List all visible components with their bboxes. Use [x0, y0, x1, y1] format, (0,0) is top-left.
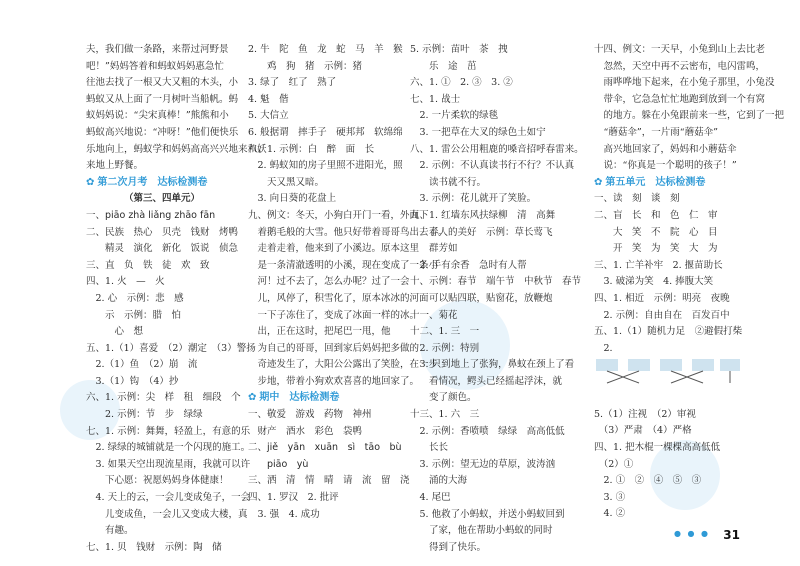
answer-line: 八、1. 雷公公用粗鹿的嗓音招呼春雷来。 [410, 143, 584, 155]
answer-line: 九、1. 红墙东风扶绿柳 清 高舞 [410, 209, 556, 221]
answer-line: 读书就不行。 [410, 176, 487, 188]
answer-line: 春人的美好 示例：草长莺飞 [410, 226, 553, 238]
answer-line: 3. 示例：望无边的草原，波涛汹 [410, 458, 556, 470]
answer-line: 七、1. 战士 [410, 93, 461, 105]
answer-line: 三、洒 清 情 晴 请 流 留 浇 [248, 475, 410, 487]
answer-line: 2. 手有余香 急时有人帮 [410, 259, 527, 271]
essay-line: 往池去找了一根又大又粗的木头，小 [86, 77, 239, 89]
answer-line: 可以贴四联，贴窗花，放鞭炮 [410, 292, 553, 304]
answer-line: 乐 途 茁 [410, 60, 477, 72]
answer-line: 群芳如 [410, 243, 458, 255]
answer-line: 天又黑又暗。 [248, 176, 325, 188]
answer-line: 财产 酒水 彩色 袋鸭 [248, 425, 363, 437]
answer-line: 长长 [410, 442, 449, 454]
answer-line: 看情况，鳄头已经摇起浮沫，就 [410, 375, 563, 387]
answer-line: 河！过不去了，怎么办呢？过了一会 [248, 276, 410, 288]
matching-lines-icon [594, 357, 744, 387]
answer-line: 儿变成鱼，一会儿又变成大楼，真 [86, 508, 248, 520]
answer-line: 带伞，它急急忙忙地跑到放到一个有窝 [594, 93, 766, 105]
answer-line: 示 示例：腊 怕 [86, 309, 182, 321]
answer-line: 是一条清澈透明的小溪，现在变成了一条小 [248, 259, 439, 271]
answer-line: 2. 蚂蚁知的房子里照不进阳光，照 [248, 160, 403, 172]
answer-line: 走着走着，他来到了小溪边。原本这里 [248, 243, 420, 255]
answer-line: 4. ② [594, 508, 626, 520]
answer-line: 大 笑 不 院 心 目 [594, 226, 718, 238]
answer-line: 三、1. 亡羊补牢 2. 揠苗助长 [594, 259, 723, 271]
answer-line: 说：“你真是一个聪明的孩子！” [594, 160, 737, 172]
answer-line: 3. ③ [594, 491, 626, 503]
essay-line: 夫，我们做一条路，来帮过河野景 [86, 44, 229, 55]
answer-line: 得到了快乐。 [410, 541, 487, 553]
answer-line: 十四、例文：一天早，小兔到山上去比老 [594, 44, 766, 55]
answer-line: 4. 天上的云，一会儿变成兔子，一会 [86, 492, 251, 504]
answer-line: 一、piāo zhà liǎng zhāo fān [86, 209, 216, 221]
answer-line: 下心愿：祝愿妈妈身体健康！ [86, 475, 229, 487]
answer-line: piāo yù [248, 458, 309, 470]
answer-line: 八、1. 示例：白 醉 面 长 [248, 143, 375, 155]
answer-line: 一、读 刻 谈 刻 [594, 193, 680, 205]
answer-line: 四、1. 相近 示例：明亮 夜晚 [594, 292, 730, 304]
answer-line: 2. ① ② ④ ⑤ ③ [594, 475, 702, 487]
essay-line: 蚂蚁高兴地说：“冲呀！”他们便快乐 [86, 126, 239, 138]
answer-column-3 [410, 42, 585, 556]
section-title: 期中 达标检测卷 [259, 392, 340, 404]
answer-line: 九、例文：冬天，小狗白开门一看，外面下 [248, 209, 429, 221]
answer-line: 四、1. 火 — 火 [86, 276, 165, 288]
answer-line: 五、1.（1）喜爱 （2）潮定 （3）警扬 [86, 342, 256, 354]
essay-line: 吧！”妈妈答着和蚂蚁妈妈惠急忙 [86, 60, 224, 72]
answer-line: 5.（1）注视 （2）审视 [594, 408, 696, 420]
answer-line: 心 想 [86, 326, 144, 338]
answer-line: 5. 示例：苗叶 茶 拽 [410, 44, 508, 55]
answer-line: 十、示例：春节 端午节 中秋节 春节 [410, 276, 582, 288]
answer-line: 五、1.（1）随机力足 ②避假打柴 [594, 326, 743, 338]
answer-line: 5. 大信立 [248, 110, 289, 122]
answer-line: 精灵 演化 新化 饭说 侦急 [86, 243, 239, 255]
answer-line: 为自己的哥哥，回到家后妈妈把多做的 [248, 342, 420, 354]
answer-line: 四、1. 把木棍一棵棵高高低低 [594, 442, 721, 454]
answer-line: 2. 心 示例：悲 感 [86, 292, 184, 304]
answer-line: 七、1. 示例：舞舞，轻盈上，有意的乐 [86, 425, 251, 437]
answer-line: 高兴地回家了，妈妈和小蘑菇伞 [594, 143, 737, 155]
answer-line [594, 390, 766, 407]
answer-line: 3.（1）钩 （4）抄 [86, 375, 179, 387]
answer-line: 2. 示例：不认真读书行不行？不认真 [410, 160, 575, 172]
section-title: 第二次月考 达标检测卷 [97, 176, 208, 188]
answer-column-1 [86, 42, 267, 556]
section-subtitle: （第三、四单元） [123, 193, 200, 205]
answer-column-4 [594, 42, 785, 523]
answer-line: 2.（1）鱼 （2）崩 流 [86, 359, 198, 371]
answer-line: 3. 绿了 红了 熟了 [248, 77, 337, 89]
answer-line: 3. 如果天空出现流星雨，我就可以许 [86, 458, 251, 470]
answer-line: 2. 牛 陀 鱼 龙 蛇 马 羊 猴 [248, 44, 403, 55]
answer-line: 奇迹发生了，大阳公公露出了笑脸，在一步 [248, 359, 439, 371]
answer-line: 3. 破涕为笑 4. 捧腹大笑 [594, 276, 714, 288]
answer-line: 三、直 负 铁 徒 欢 致 [86, 259, 210, 271]
answer-line: 2. 绿绿的城铺就是一个闪现的施工。 [86, 442, 251, 454]
answer-line: 鸡 狗 猪 示例：猪 [248, 60, 363, 72]
answer-line: 开 笑 为 笑 大 为 [594, 243, 718, 255]
answer-line: 2. 示例：自由自在 百发百中 [594, 309, 730, 321]
answer-line: 了家，他在帮助小蚂蚁的同时 [410, 525, 553, 537]
star-icon: ✿ [248, 392, 257, 404]
answer-line: 变了颜色。 [410, 392, 477, 404]
answer-line: 2. 示例：特别 [410, 342, 480, 354]
star-icon: ✿ [594, 176, 603, 188]
answer-line: 3. 一把草在大叉的绿色土如宁 [410, 126, 546, 138]
answer-line: 着鹅毛般的大雪。他只好带着哥哥鸟出去了。 [248, 226, 448, 238]
answer-line: 6. 般据谓 摔手子 硬邦邦 软绵绵 [248, 126, 403, 138]
answer-line: 一下子冻住了，变成了冰面一样的冰。 [248, 309, 420, 321]
section-heading [86, 175, 238, 192]
answer-line: 2. [594, 342, 613, 354]
answer-line: 4. 尾巴 [410, 492, 451, 504]
answer-line: 涌的大海 [410, 475, 468, 487]
answer-line: 忽然，天空中再不云密布，电闪雷鸣， [594, 60, 766, 72]
answer-line: （2）① [594, 458, 634, 470]
essay-line: 乐地向上，蚂蚁学和妈妈高高兴兴地来和妖 [86, 143, 267, 155]
answer-line: 二、盲 长 和 色 仁 审 [594, 209, 718, 221]
answer-line: 四、1. 罗汉 2. 批评 [248, 492, 339, 504]
answer-line: 4. 魁 偕 [248, 93, 289, 105]
answer-line: 3. 强 4. 成功 [248, 508, 320, 520]
answer-line: 出，正在这时，把尾巴一甩，他 [248, 326, 391, 338]
essay-line: 来地上野餐。 [86, 160, 144, 172]
section-title: 第五单元 达标检测卷 [605, 176, 706, 188]
answer-line: 3. 示例：花儿就开了笑脸。 [410, 193, 537, 205]
answer-line: 3. 只到地上了张狗，鼻蚊在颈上了看 [410, 359, 575, 371]
page-number: 31 [723, 528, 740, 542]
essay-line: 蚁妈妈说：“尖宋真棒！”熊熊和小 [86, 110, 229, 122]
answer-line: 二、民族 热心 贝壳 钱财 烤鸭 [86, 226, 239, 238]
answer-line: 2. 示例：香喷喷 绿绿 高高低低 [410, 425, 565, 437]
answer-line: 六、1. 示例：尖 样 租 细段 个 [86, 392, 241, 404]
answer-line: 十一、菊花 [410, 309, 458, 321]
answer-line: 步地，带着小狗欢欢喜喜的地回家了。 [248, 375, 420, 387]
answer-line: 十三、1. 六 三 [410, 409, 480, 421]
answer-line: 雨哗哗地下起来，在小兔子那里，小兔没 [594, 77, 775, 89]
answer-line: 儿，风停了，积雪化了，原本冰冰的河面 [248, 292, 429, 304]
answer-line: 一、敬爱 游戏 药物 神州 [248, 409, 372, 421]
star-icon: ✿ [86, 176, 95, 188]
answer-line: 十二、1. 三 一 [410, 326, 480, 338]
answer-line: 2. 一片柔软的绿毯 [410, 110, 499, 122]
section-heading [248, 390, 400, 407]
essay-line: 蚂蚁又从上面了一月树叶当船帆。蚂 [86, 93, 239, 105]
answer-line: “蘑菇伞”，一片雨“蘑菇伞” [594, 126, 718, 138]
answer-line: 5. 他救了小蚂蚁，并送小蚂蚁回到 [410, 508, 565, 520]
answer-line: （3）严肃 （4）严格 [594, 425, 692, 437]
answer-line: 六、1. ① 2. ③ 3. ② [410, 77, 513, 89]
answer-line: 3. 向日葵的花盘上 [248, 193, 337, 205]
answer-line: 2. 示例：节 步 绿绿 [86, 409, 203, 421]
matching-diagram [594, 357, 766, 390]
answer-line: 二、jiě yān xuān sì tāo bù [248, 442, 402, 454]
page-decoration-dots: ● ● ● [673, 529, 710, 538]
answer-line: 有趣。 [86, 525, 134, 537]
answer-line: 七、1. 贝 钱财 示例：陶 储 [86, 541, 222, 553]
section-heading [594, 175, 766, 192]
answer-line: 的地方。躲在小兔跟前来一些，它到了一把 [594, 110, 785, 122]
